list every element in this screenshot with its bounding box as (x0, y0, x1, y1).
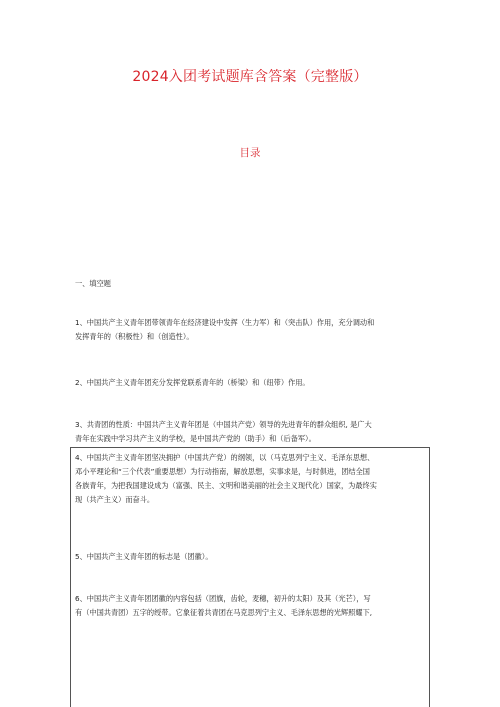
question-paragraph-1: 1、中国共产主义青年团带领青年在经济建设中发挥（生力军）和（突击队）作用，充分调动和 发挥青年的（积极性）和（创造性）。 (75, 318, 375, 341)
question-paragraph-2: 2、中国共产主义青年团充分发挥党联系青年的（桥梁）和（纽带）作用。 (75, 378, 310, 387)
question-paragraph-5: 5、中国共产主义青年团的标志是（团徽）。 (75, 552, 213, 561)
document-title: 2024入团考试题库含答案（完整版） (132, 69, 368, 85)
question-paragraph-6: 6、中国共产主义青年团团徽的内容包括（团旗，齿轮，麦穗，初升的太阳）及其（光芒），写 有（中国共青团）五字的绶带。它象征着共青团在马克思列宁主义、毛泽东思想的光辉照耀下, (75, 594, 372, 617)
question-paragraph-4: 4、中国共产主义青年团坚决拥护（中国共产党）的纲领，以（马克思列宁主义、毛泽东思想、 邓小平理论和“三个代表”重要思想）为行动指南，解放思想，实事求是，与时俱进，团结全国 各族青年，为把我国建设成为（富强、民主、文明和谐美丽的社会主义现代化）国家，为最终实 现（共产主义）而奋斗。 (75, 453, 377, 504)
section-heading: 一、填空题 (75, 279, 111, 288)
question-paragraph-3: 3、共青团的性质：中国共产主义青年团是（中国共产党）领导的先进青年的群众组织, 是广大 青年在实践中学习共产主义的学校，是中国共产党的（助手）和（后备军）。 (75, 420, 372, 443)
toc-heading: 目录 (239, 147, 261, 159)
